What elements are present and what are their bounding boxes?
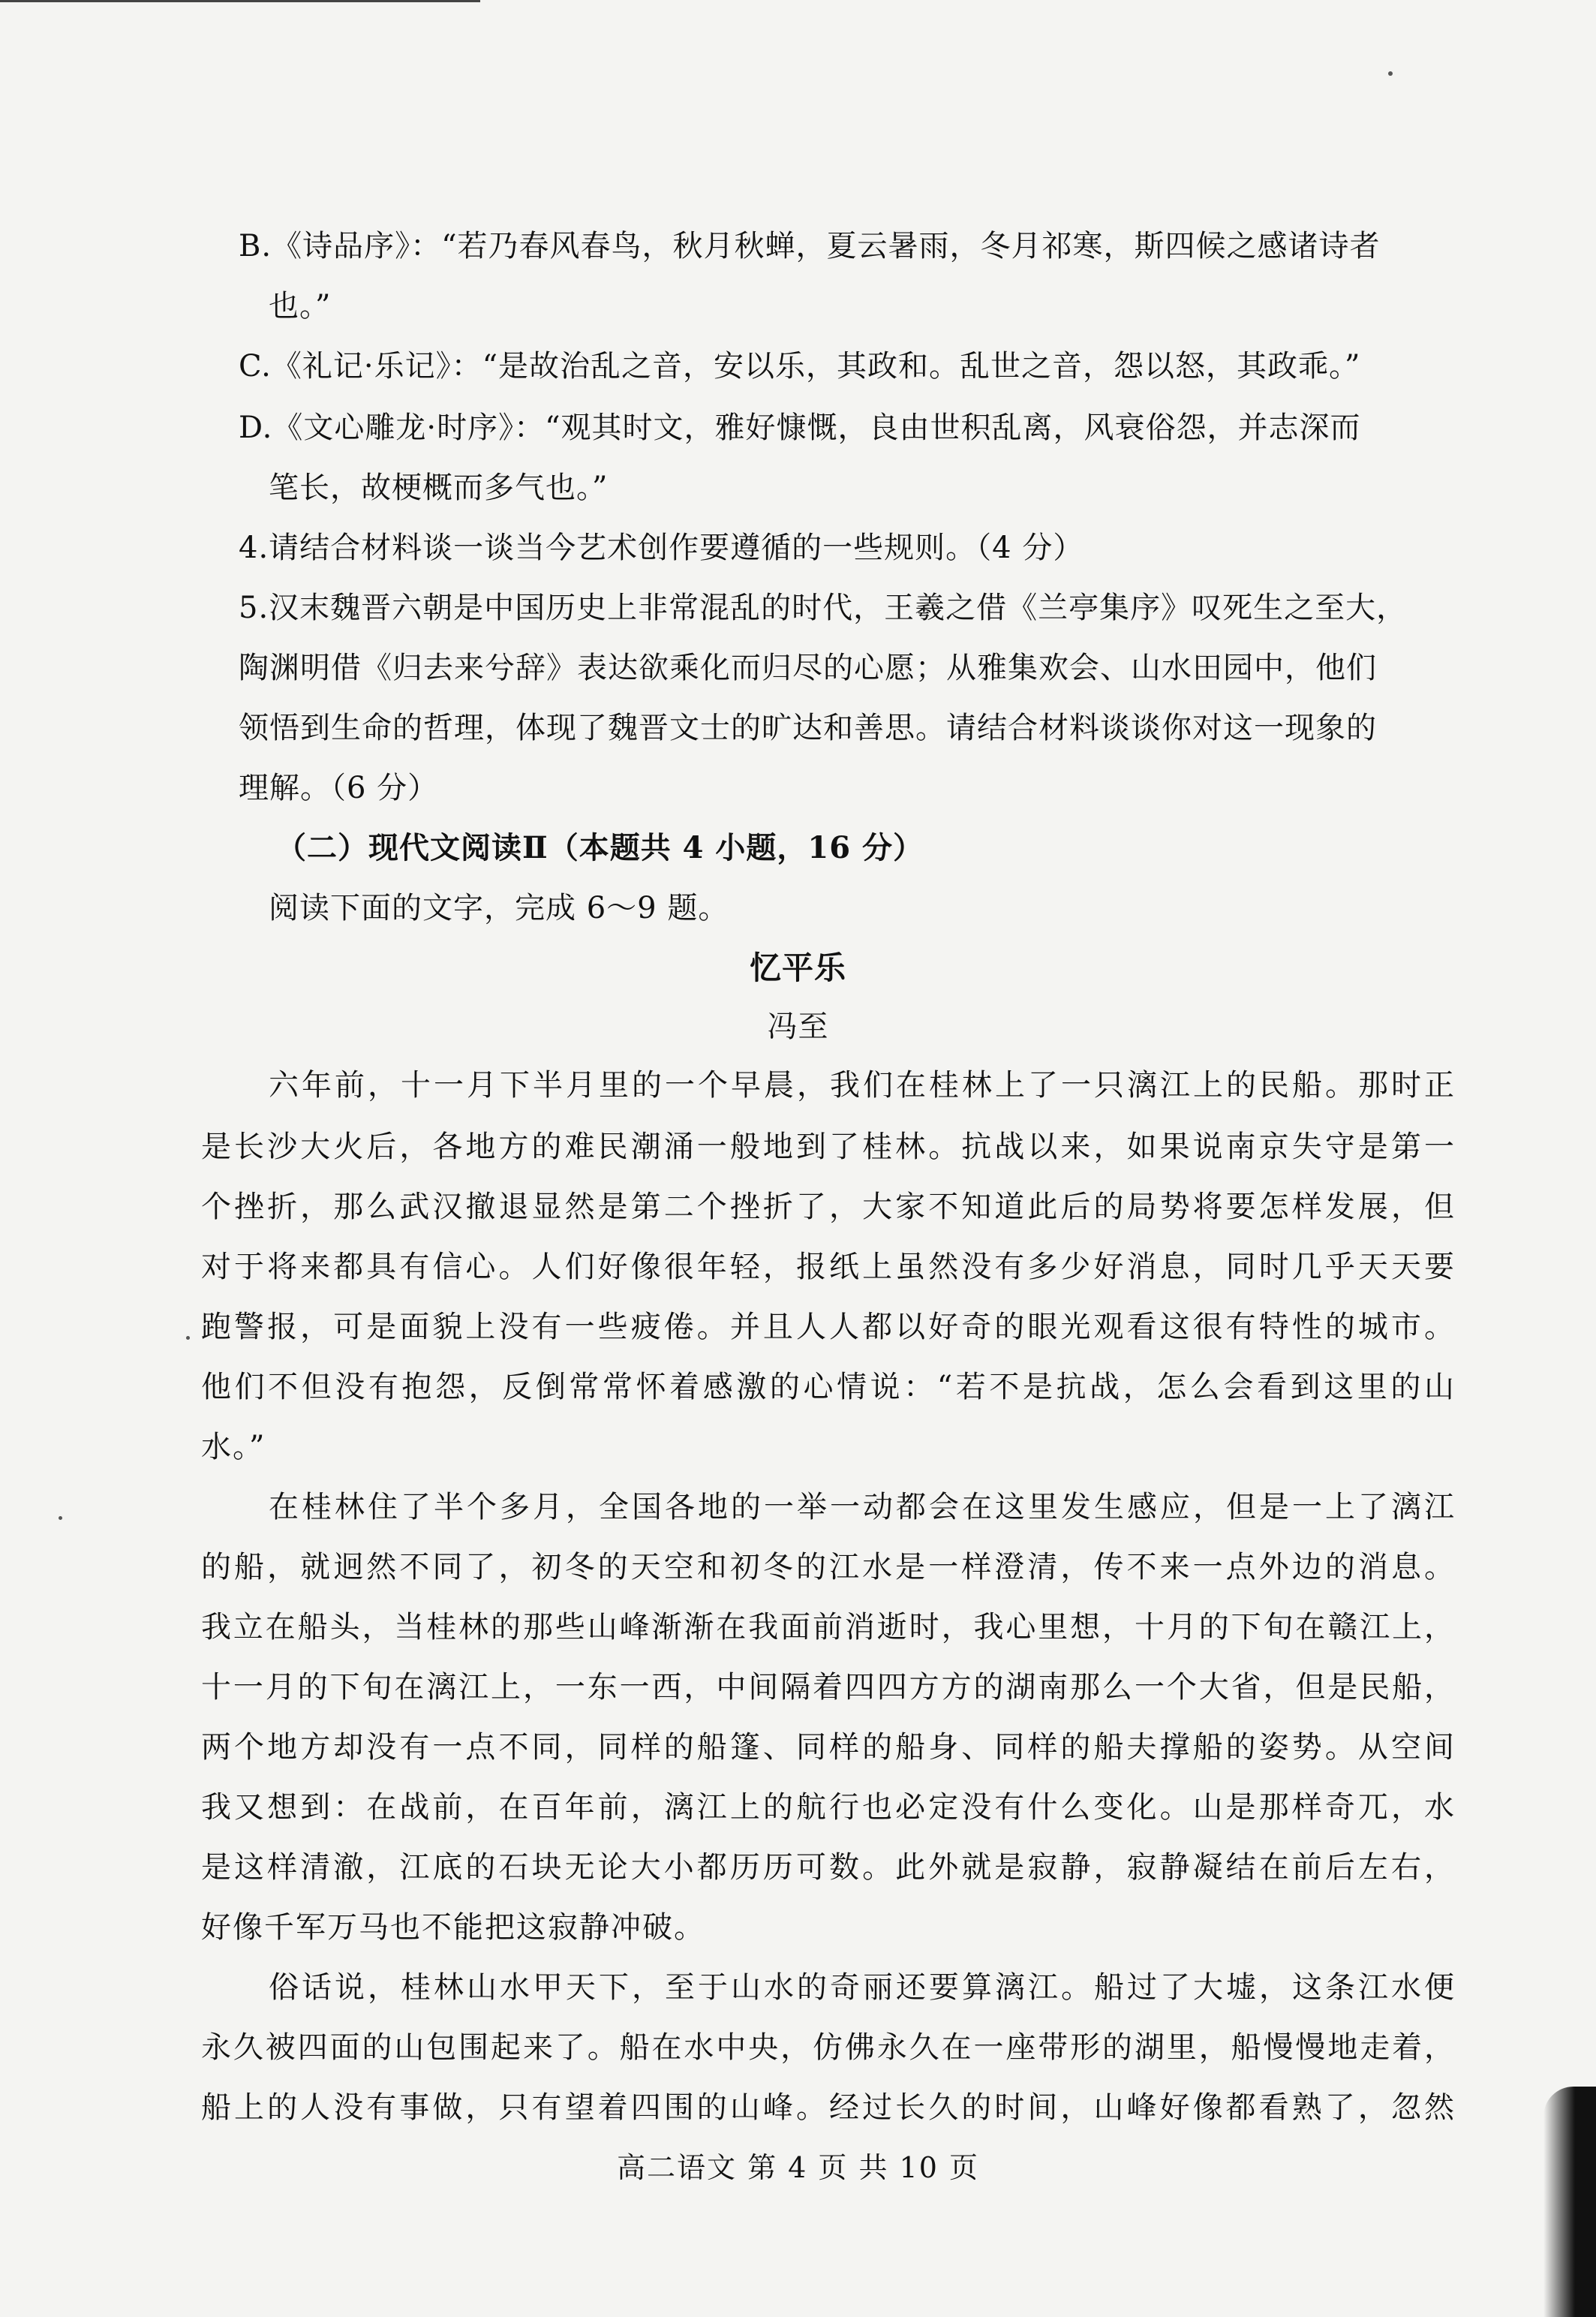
question-4: 4.请结合材料谈一谈当今艺术创作要遵循的一些规则。（4 分）: [239, 531, 1084, 565]
section-instruction: 阅读下面的文字，完成 6～9 题。: [269, 891, 729, 925]
option-d-line-1: D.《文心雕龙·时序》：“观其时文，雅好慷慨，良由世积乱离，风衰俗怨，并志深而: [239, 411, 1361, 445]
question-5-line-4: 理解。（6 分）: [239, 771, 439, 805]
paragraph-2-line: 在桂林住了半个多月，全国各地的一举一动都会在这里发生感应，但是一上了漓江: [269, 1490, 1456, 1524]
scan-dark-edge: [1543, 2087, 1596, 2317]
page-footer: 高二语文 第 4 页 共 10 页: [616, 2151, 979, 2184]
paragraph-1-line: 水。”: [201, 1430, 266, 1464]
paragraph-3-line: 船上的人没有事做，只有望着四围的山峰。经过长久的时间，山峰好像都看熟了，忽然: [201, 2090, 1456, 2125]
option-b-line-2: 也。”: [269, 289, 332, 323]
option-c-line-1: C.《礼记·乐记》：“是故治乱之音，安以乐，其政和。乱世之音，怨以怒，其政乖。”: [239, 349, 1361, 384]
paragraph-1-line: 跑警报，可是面貌上没有一些疲倦。并且人人都以好奇的眼光观看这很有特性的城市。: [201, 1310, 1456, 1344]
paragraph-1-line: 六年前，十一月下半月里的一个早晨，我们在桂林上了一只漓江上的民船。那时正: [269, 1068, 1456, 1103]
scan-speck: [59, 1516, 62, 1520]
question-5-line-2: 陶渊明借《归去来兮辞》表达欲乘化而归尽的心愿；从雅集欢会、山水田园中，他们: [239, 651, 1377, 685]
question-5-line-3: 领悟到生命的哲理，体现了魏晋文士的旷达和善思。请结合材料谈谈你对这一现象的: [239, 711, 1377, 745]
paragraph-3-line: 永久被四面的山包围起来了。船在水中央，仿佛永久在一座带形的湖里，船慢慢地走着，: [201, 2030, 1456, 2065]
option-b-line-1: B.《诗品序》：“若乃春风春鸟，秋月秋蝉，夏云暑雨，冬月祁寒，斯四候之感诸诗者: [239, 229, 1381, 263]
paragraph-2-line: 的船，就迥然不同了，初冬的天空和初冬的江水是一样澄清，传不来一点外边的消息。: [201, 1550, 1456, 1584]
option-d-line-2: 笔长，故梗概而多气也。”: [269, 471, 609, 505]
paragraph-1-line: 是长沙大火后，各地方的难民潮涌一般地到了桂林。抗战以来，如果说南京失守是第一: [201, 1130, 1456, 1164]
paragraph-1-line: 个挫折，那么武汉撤退显然是第二个挫折了，大家不知道此后的局势将要怎样发展，但: [201, 1190, 1456, 1224]
paragraph-2-line: 好像千军万马也不能把这寂静冲破。: [201, 1910, 705, 1945]
article-title: 忆平乐: [749, 949, 846, 986]
paragraph-2-line: 是这样清澈，江底的石块无论大小都历历可数。此外就是寂静，寂静凝结在前后左右，: [201, 1850, 1456, 1885]
paragraph-1-line: 他们不但没有抱怨，反倒常常怀着感激的心情说：“若不是抗战，怎么会看到这里的山: [201, 1370, 1456, 1404]
paragraph-2-line: 十一月的下旬在漓江上，一东一西，中间隔着四四方方的湖南那么一个大省，但是民船，: [201, 1670, 1456, 1705]
question-5-line-1: 5.汉末魏晋六朝是中国历史上非常混乱的时代，王羲之借《兰亭集序》叹死生之至大，: [239, 591, 1408, 625]
section-heading: （二）现代文阅读Ⅱ（本题共 4 小题，16 分）: [276, 830, 924, 865]
paragraph-2-line: 我立在船头，当桂林的那些山峰渐渐在我面前消逝时，我心里想，十月的下旬在赣江上，: [201, 1610, 1456, 1644]
scan-edge-line: [0, 0, 480, 10]
paragraph-1-line: 对于将来都具有信心。人们好像很年轻，报纸上虽然没有多少好消息，同时几乎天天要: [201, 1250, 1456, 1284]
paragraph-3-line: 俗话说，桂林山水甲天下，至于山水的奇丽还要算漓江。船过了大墟，这条江水便: [269, 1970, 1456, 2005]
paragraph-2-line: 两个地方却没有一点不同，同样的船篷、同样的船身、同样的船夫撑船的姿势。从空间: [201, 1730, 1456, 1765]
scan-speck: [1388, 71, 1393, 76]
paragraph-2-line: 我又想到：在战前，在百年前，漓江上的航行也必定没有什么变化。山是那样奇兀，水: [201, 1790, 1456, 1825]
article-author: 冯至: [767, 1010, 829, 1044]
scan-speck: [186, 1336, 190, 1340]
